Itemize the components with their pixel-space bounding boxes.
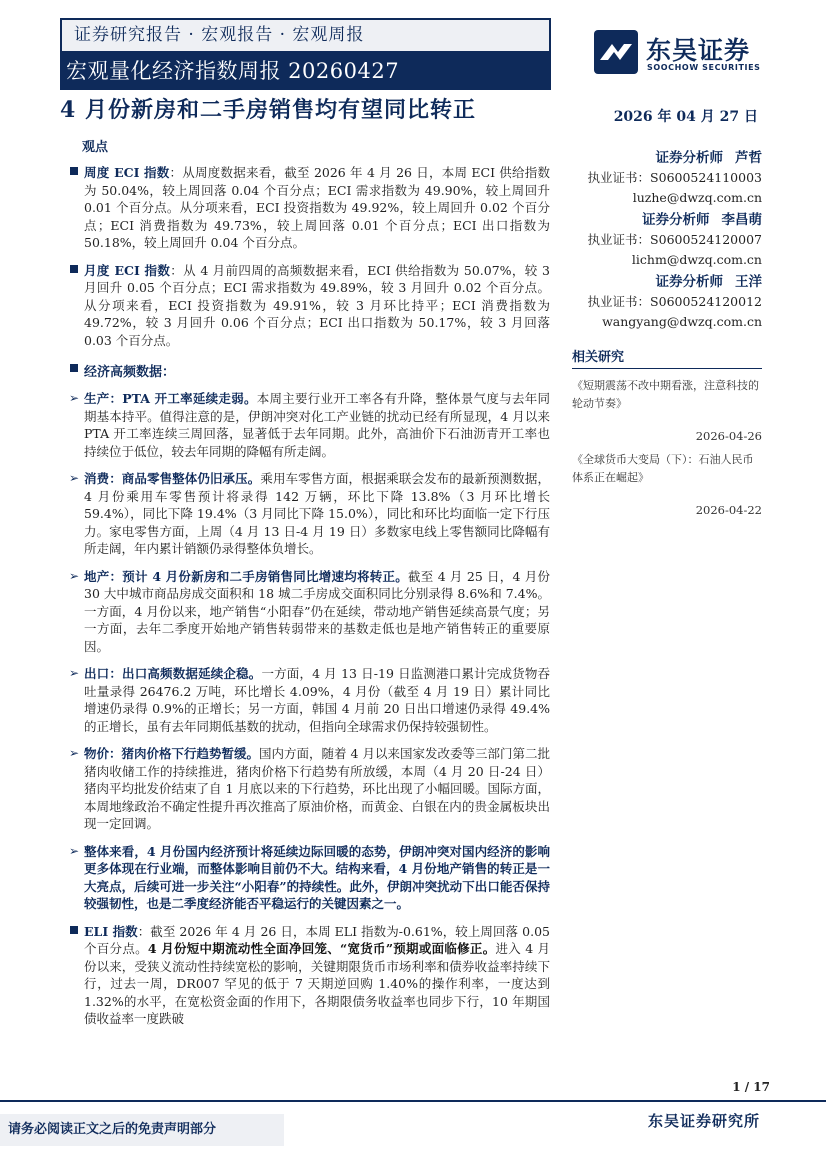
institute-name: 东吴证券研究所: [647, 1112, 760, 1130]
item-text: 本周主要行业开工率各有升降，整体景气度与去年同期基本持平。值得注意的是，伊朗冲突对化工产业链的扰动已经有所显现，4 月以来 PTA 开工率连续三周回落，显著低于去年同期。此外，高油价下石油沥青开工率也持续位于低位，较去年同期的降幅有所走阔。: [84, 391, 550, 459]
viewpoint-column: [70, 164, 550, 1034]
analyst-card: [572, 148, 762, 208]
breadcrumb: 证券研究报告 · 宏观报告 · 宏观周报: [60, 18, 551, 53]
square-bullet-icon: [70, 364, 78, 372]
summary-paragraph: [70, 843, 550, 913]
list-item: [70, 745, 550, 833]
arrow-bullet-icon: ➢: [69, 843, 80, 858]
page-title: 4 月份新房和二手房销售均有望同比转正: [60, 97, 476, 123]
high-freq-heading: 经济高频数据：: [70, 361, 550, 380]
analyst-role: 证券分析师: [642, 212, 710, 228]
eli-label: ELI 指数: [84, 923, 138, 939]
item-text: 国内方面，随着 4 月以来国家发改委等三部门第二批猪肉收储工作的持续推进，猪肉价格下行趋势有所放缓，本周（4 月 20 日-24 日）猪肉平均批发价结束了自 1 月底以来的下行趋势，环比出现了小幅回暖。国际方面，本周地缘政治不确定性提升再次推高了原油价格，而黄金、白银在内的贵金属板块出现一定回调。: [84, 746, 550, 831]
related-research-date: 2026-04-22: [695, 503, 762, 517]
summary-text: 整体来看，4 月份国内经济预计将延续边际回暖的态势，伊朗冲突对国内经济的影响更多体现在行业端，而整体影响目前仍不大。结构来看，4 月份地产销售的转正是一大亮点，后续可进一步关注“小阳春”的持续性。此外，伊朗冲突扰动下出口能否保持较强韧性，也是二季度经济能否平稳运行的关键因素之一。: [84, 843, 550, 911]
arrow-bullet-icon: ➢: [69, 666, 80, 680]
item-label: 地产：预计 4 月份新房和二手房销售同比增速均将转正。: [84, 568, 409, 584]
square-bullet-icon: [70, 265, 78, 273]
arrow-bullet-icon: ➢: [69, 746, 80, 760]
company-logo: [594, 30, 784, 78]
report-date: 2026 年 04 月 27 日: [613, 109, 758, 125]
analyst-card: [572, 272, 762, 332]
analyst-card: [572, 210, 762, 270]
related-research-item[interactable]: 《短期震荡不改中期看涨，注意科技的轮动节奏》: [572, 379, 759, 410]
arrow-bullet-icon: ➢: [69, 391, 80, 405]
soochow-logo-icon: [594, 30, 638, 74]
eli-text-b: 进入 4 月份以来，受狭义流动性持续宽松的影响，关键期限货币市场利率和债券收益率持续下行，过去一周，DR007 罕见的低于 7 天期逆回购 1.40%的操作利率，一度达到 1.32%的水平，在宽松资金面的作用下，各期限债务收益率也同步下行，10 年期国债收益率一度跌破: [84, 941, 550, 1026]
analyst-role: 证券分析师: [655, 150, 723, 166]
analyst-email[interactable]: wangyang@dwzq.com.cn: [602, 314, 762, 329]
item-label: 物价：猪肉价格下行趋势暂缓。: [84, 746, 260, 761]
item-text: 截至 4 月 25 日，4 月份 30 大中城市商品房成交面积和 18 城二手房成交面积同比分别录得 8.6%和 7.4%。一方面，4 月份以来，地产销售“小阳春”仍在延续，带动地产销售延续高景气度；另一方面，去年二季度开始地产销售转弱带来的基数走低也是地产销售转正的重要原因。: [84, 568, 550, 654]
item-label: 出口：出口高频数据延续企稳。: [84, 666, 262, 681]
analyst-name: 芦哲: [735, 150, 762, 166]
list-item: [70, 568, 550, 656]
monthly-eci-label: 月度 ECI 指数: [84, 262, 171, 278]
item-text: 一方面，4 月 13 日-19 日监测港口累计完成货物吞吐量录得 26476.2 万吨，环比增长 4.09%，4 月份（截至 4 月 19 日）累计同比增速仍录得 0.9%的正增长；另一方面，韩国 4 月前 20 日出口增速仍录得 49.4%的正增长，虽有去年同期低基数的扰动，但指向全球需求仍保持较强韧性。: [84, 666, 550, 734]
cert-number: S0600524120007: [650, 232, 762, 247]
arrow-bullet-icon: ➢: [69, 568, 80, 583]
analyst-email[interactable]: luzhe@dwzq.com.cn: [632, 190, 762, 205]
cert-number: S0600524110003: [650, 170, 762, 185]
monthly-eci-text: ：从 4 月前四周的高频数据来看，ECI 供给指数为 50.07%，较 3 月回升 0.05 个百分点；ECI 需求指数为 49.89%，较 3 月回升 0.02 个百分点。从分项来看，ECI 投资指数为 49.91%，较 3 月环比持平；ECI 消费指数为 49.72%，较 3 月回升 0.06 个百分点；ECI 出口指数为 50.17%，较 3 月回落 0.03 个百分点。: [84, 262, 550, 348]
eli-paragraph: [70, 923, 550, 1028]
square-bullet-icon: [70, 926, 78, 934]
disclaimer-notice: 请务必阅读正文之后的免责声明部分: [0, 1114, 284, 1146]
logo-en-text: SOOCHOW SECURITIES: [647, 63, 761, 72]
cert-label: 执业证书：: [587, 294, 651, 309]
logo-cn-text: 东吴证券: [646, 36, 751, 65]
weekly-eci-label: 周度 ECI 指数: [84, 165, 170, 180]
cert-label: 执业证书：: [587, 170, 651, 185]
footer-divider: [0, 1100, 826, 1102]
list-item: [70, 665, 550, 735]
analyst-role: 证券分析师: [655, 274, 723, 290]
arrow-bullet-icon: ➢: [69, 471, 80, 485]
sidebar: [572, 148, 762, 517]
analyst-email[interactable]: lichm@dwzq.com.cn: [631, 252, 762, 267]
eli-text-a: ：截至 2026 年 4 月 26 日，本周 ELI 指数为-0.61%，较上周回落 0.05 个百分点。: [84, 923, 550, 956]
item-text: 乘用车零售方面，根据乘联会发布的最新预测数据，4 月份乘用车零售预计将录得 142 万辆，环比下降 13.8%（3 月环比增长 59.4%），同比下降 19.4%（3 月同比下降 15.0%），同比和环比均面临一定下行压力。家电零售方面，上周（4 月 13 日-4 月 19 日）多数家电线上零售额同比降幅有所走阔，年内累计销额仍录得整体负增长。: [84, 471, 550, 556]
item-label: 消费：商品零售整体仍旧承压。: [84, 471, 261, 486]
related-research-date: 2026-04-26: [695, 429, 762, 443]
square-bullet-icon: [70, 167, 78, 175]
monthly-eci-paragraph: [70, 262, 550, 350]
weekly-eci-text: ：从周度数据来看，截至 2026 年 4 月 26 日，本周 ECI 供给指数为 50.04%，较上周回落 0.04 个百分点；ECI 需求指数为 49.90%，较上周回升 0.01 个百分点。从分项来看，ECI 投资指数为 49.92%，较上周回升 0.02 个百分点；ECI 消费指数为 49.73%，较上周回落 0.01 个百分点；ECI 出口指数为 50.18%，较上周回升 0.04 个百分点。: [84, 165, 550, 250]
cert-label: 执业证书：: [587, 232, 651, 247]
weekly-eci-paragraph: [70, 164, 550, 252]
report-title: 宏观量化经济指数周报 20260427: [66, 59, 400, 83]
analyst-name: 李昌萌: [721, 212, 762, 228]
list-item: [70, 470, 550, 558]
section-label: 观点: [82, 140, 109, 155]
item-label: 生产：PTA 开工率延续走弱。: [84, 391, 257, 406]
list-item: [70, 390, 550, 460]
analyst-name: 王洋: [735, 274, 762, 290]
related-research-heading: 相关研究: [572, 346, 762, 369]
related-research-item[interactable]: 《全球货币大变局（下）：石油人民币体系正在崛起》: [572, 453, 754, 484]
page-number: 1 / 17: [732, 1080, 770, 1094]
cert-number: S0600524120012: [650, 294, 762, 309]
report-header-banner: [60, 18, 551, 90]
eli-bold-text: 4 月份短中期流动性全面净回笼、“宽货币”预期或面临修正。: [147, 941, 496, 956]
